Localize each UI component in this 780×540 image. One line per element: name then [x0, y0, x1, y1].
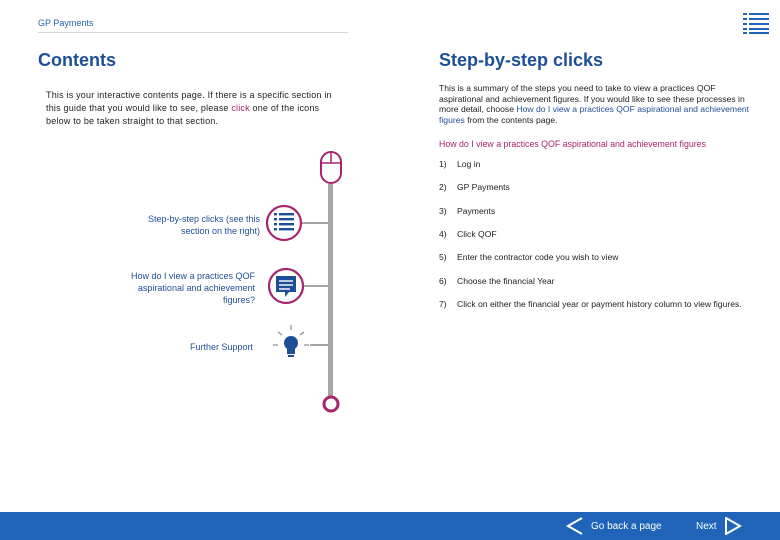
nav-label-steps[interactable]: Step-by-step clicks (see this section on the right)	[147, 214, 260, 236]
back-triangle-icon	[566, 517, 584, 535]
step-number: 1)	[439, 159, 447, 169]
back-label: Go back a page	[591, 520, 662, 532]
header-label: GP Payments	[38, 18, 94, 28]
step-number: 2)	[439, 182, 447, 192]
footer-bar	[0, 512, 780, 540]
timeline-line	[328, 184, 333, 396]
step-number: 4)	[439, 229, 447, 239]
intro-text-end: one of the icons below to be taken straight to that section.	[46, 103, 320, 126]
next-label: Next	[696, 520, 717, 532]
step-text: Click on either the financial year or payment history column to view figures.	[457, 299, 742, 309]
intro-click-highlight: click	[231, 103, 250, 113]
step-text: Payments	[457, 206, 496, 216]
back-button[interactable]	[566, 515, 662, 537]
steps-title: Step-by-step clicks	[439, 50, 604, 70]
step-text: Choose the financial Year	[457, 276, 555, 286]
next-triangle-icon	[724, 517, 742, 535]
contents-title: Contents	[38, 50, 116, 70]
lightbulb-icon[interactable]	[273, 325, 309, 357]
summary-text-end: from the contents page.	[464, 114, 558, 125]
step-number: 3)	[439, 206, 447, 216]
summary-link[interactable]: How do I view a practices QOF aspirational and achievement figures	[439, 104, 750, 125]
step-text: Enter the contractor code you wish to view	[457, 252, 619, 262]
qof-link-heading[interactable]: How do I view a practices QOF aspirational and achievement figures	[439, 139, 706, 149]
step-number: 7)	[439, 299, 447, 309]
nav-label-qof[interactable]: How do I view a practices QOF aspirational and achievement figures?	[130, 271, 255, 305]
step-number: 6)	[439, 276, 447, 286]
step-text: GP Payments	[457, 182, 510, 192]
summary-text-start: This is a summary of the steps you need to take to view a practices QOF aspirational and achievement figures. If you would like to see these processes in more detail, choose	[439, 83, 745, 114]
step-text: Log in	[457, 159, 481, 169]
timeline-end-node	[324, 397, 338, 411]
nav-label-support[interactable]: Further Support	[189, 342, 253, 352]
step-number: 5)	[439, 252, 447, 262]
next-button[interactable]	[696, 515, 742, 537]
mouse-icon	[321, 152, 341, 183]
speech-bubble-icon[interactable]	[269, 269, 303, 303]
step-text: Click QOF	[457, 229, 497, 239]
intro-text-start: This is your interactive contents page. If there is a specific section in this guide that you would like to see, please	[46, 90, 332, 113]
steps-list-icon[interactable]	[267, 206, 301, 240]
